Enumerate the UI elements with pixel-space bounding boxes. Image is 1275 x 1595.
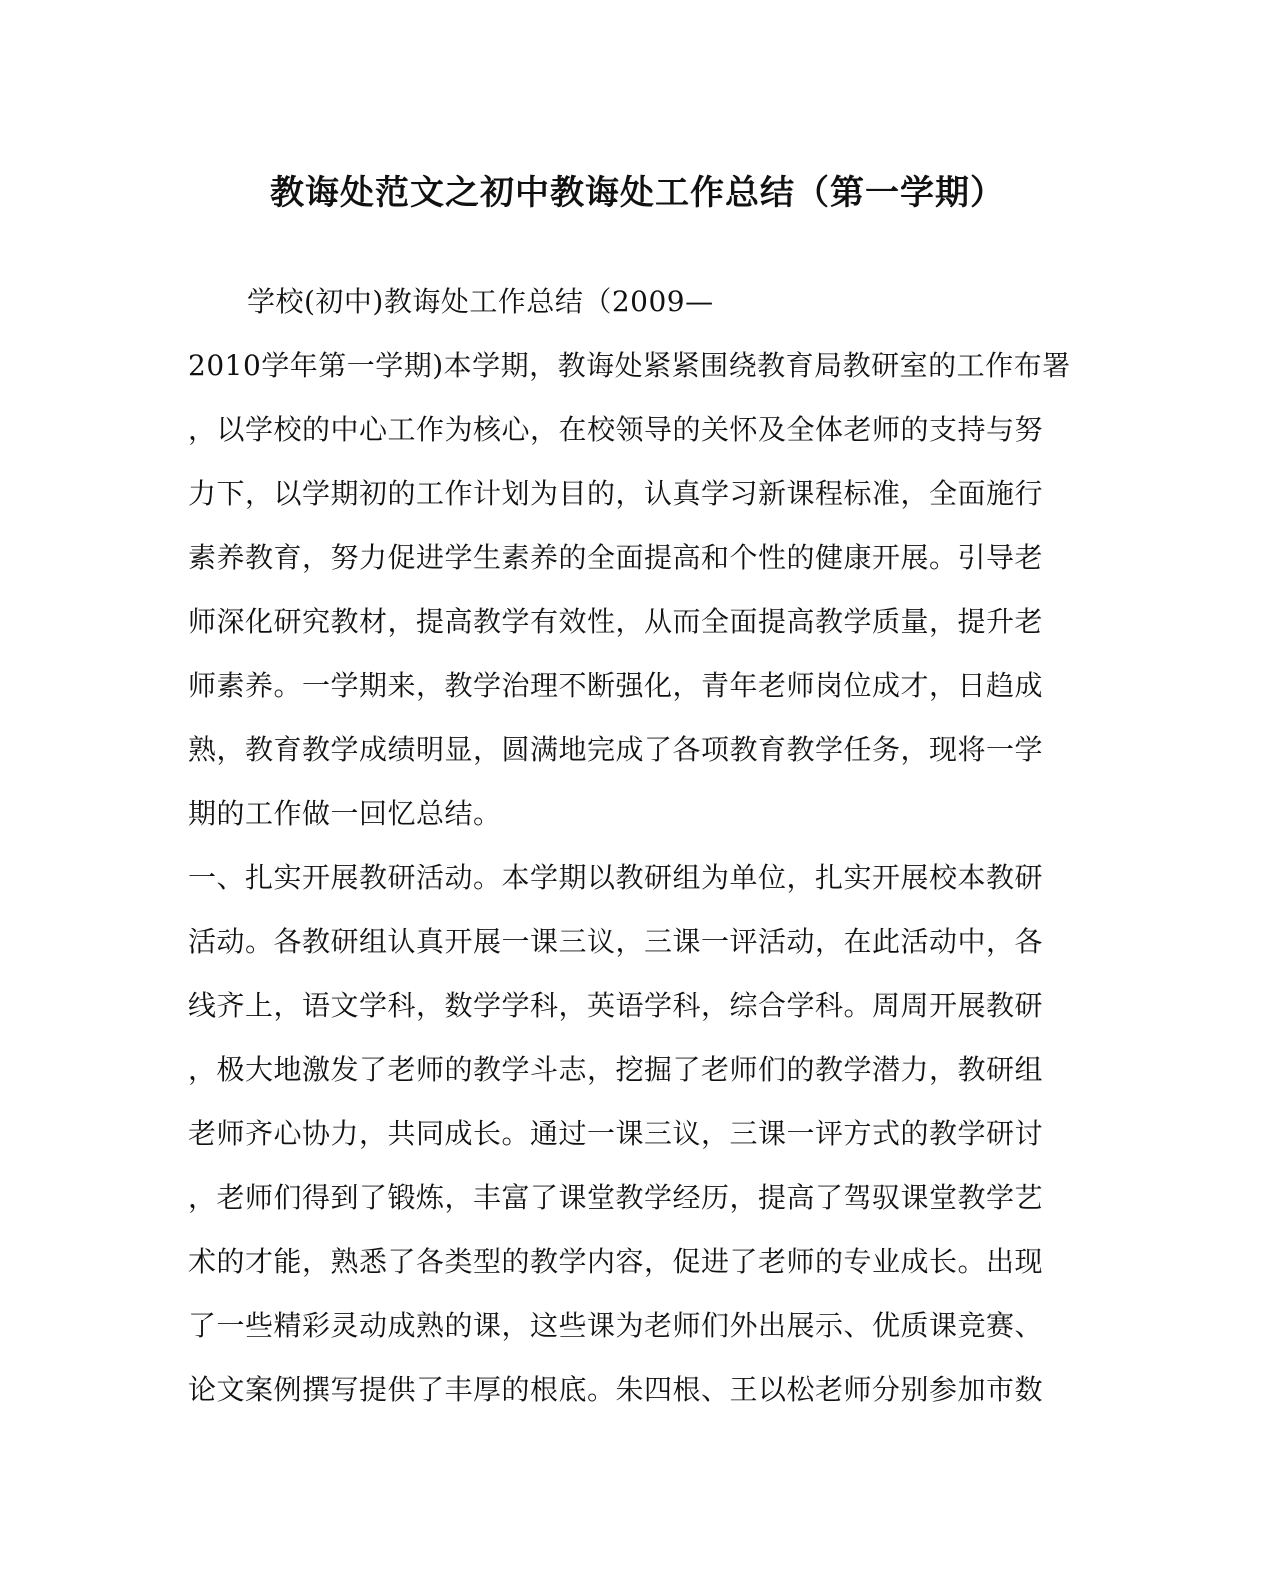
body-line-16: 术的才能，熟悉了各类型的教学内容，促进了老师的专业成长。出现 [188, 1245, 1044, 1278]
body-line-18: 论文案例撰写提供了丰厚的根底。朱四根、王以松老师分别参加市数 [188, 1373, 1044, 1406]
body-line-5: 素养教育，努力促进学生素养的全面提高和个性的健康开展。引导老 [188, 541, 1044, 574]
body-line-3: ，以学校的中心工作为核心，在校领导的关怀及全体老师的支持与努 [188, 413, 1044, 446]
body-line-12: 线齐上，语文学科，数学学科，英语学科，综合学科。周周开展教研 [188, 989, 1044, 1022]
body-line-6: 师深化研究教材，提高教学有效性，从而全面提高教学质量，提升老 [188, 605, 1044, 638]
body-line-4: 力下，以学期初的工作计划为目的，认真学习新课程标准，全面施行 [188, 477, 1044, 510]
body-line-1: 学校(初中)教诲处工作总结（2009— [247, 285, 714, 318]
body-line-14: 老师齐心协力，共同成长。通过一课三议，三课一评方式的教学研讨 [188, 1117, 1044, 1150]
body-line-11: 活动。各教研组认真开展一课三议，三课一评活动，在此活动中，各 [188, 925, 1044, 958]
body-line-10: 一、扎实开展教研活动。本学期以教研组为单位，扎实开展校本教研 [188, 861, 1044, 894]
body-line-7: 师素养。一学期来，教学治理不断强化，青年老师岗位成才，日趋成 [188, 669, 1044, 702]
body-line-17: 了一些精彩灵动成熟的课，这些课为老师们外出展示、优质课竞赛、 [188, 1309, 1044, 1342]
body-line-9: 期的工作做一回忆总结。 [188, 797, 502, 830]
body-line-15: ，老师们得到了锻炼，丰富了课堂教学经历，提高了驾驭课堂教学艺 [188, 1181, 1044, 1214]
body-line-8: 熟，教育教学成绩明显，圆满地完成了各项教育教学任务，现将一学 [188, 733, 1044, 766]
body-line-13: ，极大地激发了老师的教学斗志，挖掘了老师们的教学潜力，教研组 [188, 1053, 1044, 1086]
body-line-2: 2010学年第一学期)本学期，教诲处紧紧围绕教育局教研室的工作布署 [188, 349, 1071, 382]
document-title: 教诲处范文之初中教诲处工作总结（第一学期） [270, 173, 1005, 213]
